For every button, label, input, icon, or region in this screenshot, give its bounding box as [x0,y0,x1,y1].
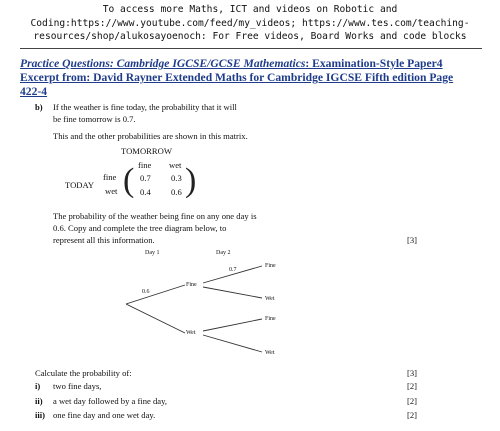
matrix-row-title: TODAY [65,180,95,190]
banner-line-1: To access more Maths, ICT and videos on Robotic and [102,4,398,15]
subquestion-number: i) [35,381,41,391]
matrix-right-bracket: ) [185,162,197,199]
heading-paper-title: : Examination-Style Paper4 [305,57,443,70]
tree-prob-day1-fine: 0.6 [142,289,150,295]
banner-line-3: resources/shop/alukosayoenoch: For Free videos, Board Works and code blocks [33,31,467,42]
question-label: b) [35,102,43,112]
banner-line-2: Coding:https://www.youtube.com/feed/my_videos; https://www.tes.com/teaching- [30,17,470,29]
subquestion-text: two fine days, [53,381,102,391]
subquestion-text: a wet day followed by a fine day, [53,396,167,406]
tree-outcome-wet-fine: Fine [265,316,276,322]
prompt-line-1: The probability of the weather being fine on any one day is [53,211,257,221]
subquestions-intro: Calculate the probability of: [35,368,132,378]
subquestion-marks: [2] [407,381,418,391]
prompt-marks: [3] [407,235,418,245]
matrix-cell: 0.4 [140,187,151,197]
subquestion-number: iii) [35,410,46,420]
tree-outcome-fine-wet: Wet [265,296,275,302]
tree-outcome-fine-fine: Fine [265,263,276,269]
tree-day2-label: Day 2 [216,250,231,256]
subquestions-intro-marks: [3] [407,368,418,378]
matrix-row-label-wet: wet [105,186,118,196]
subquestion-text: one fine day and one wet day. [53,410,156,420]
question-text-line-2: be fine tomorrow is 0.7. [53,114,136,124]
matrix-cell: 0.7 [140,173,151,183]
tree-node-day1-wet: Wet [186,330,196,336]
tree-branch-fine-wet [203,287,262,298]
matrix-col-header-fine: fine [138,160,152,170]
question-text-line-1: If the weather is fine today, the probability that it will [53,102,237,112]
tree-day1-label: Day 1 [145,250,160,256]
subquestion-marks: [2] [407,410,418,420]
heading-page-number: 422-4 [20,85,48,98]
tree-branch-wet-fine [203,319,262,331]
matrix-cell: 0.3 [171,173,182,183]
question-text-line-3: This and the other probabilities are shown in this matrix. [53,131,248,141]
tree-branch-wet-wet [203,335,262,352]
matrix-column-title: TOMORROW [121,146,172,156]
subquestion-marks: [2] [407,396,418,406]
tree-branch-day1-fine [126,285,185,304]
subquestion-number: ii) [35,396,43,406]
prompt-line-2: 0.6. Copy and complete the tree diagram below, to [53,223,227,233]
tree-branch-day1-wet [126,304,185,333]
heading-source-line: Excerpt from: David Rayner Extended Maths for Cambridge IGCSE Fifth edition Page [20,71,454,84]
tree-node-day1-fine: Fine [186,282,197,288]
heading-series-title: Practice Questions: Cambridge IGCSE/GCSE Mathematics [20,57,306,70]
tree-prob-fine-fine: 0.7 [229,267,237,273]
prompt-line-3: represent all this information. [53,235,155,245]
tree-outcome-wet-wet: Wet [265,350,275,356]
matrix-row-label-fine: fine [103,172,117,182]
matrix-cell: 0.6 [171,187,182,197]
matrix-col-header-wet: wet [169,160,182,170]
matrix-left-bracket: ( [123,162,135,199]
